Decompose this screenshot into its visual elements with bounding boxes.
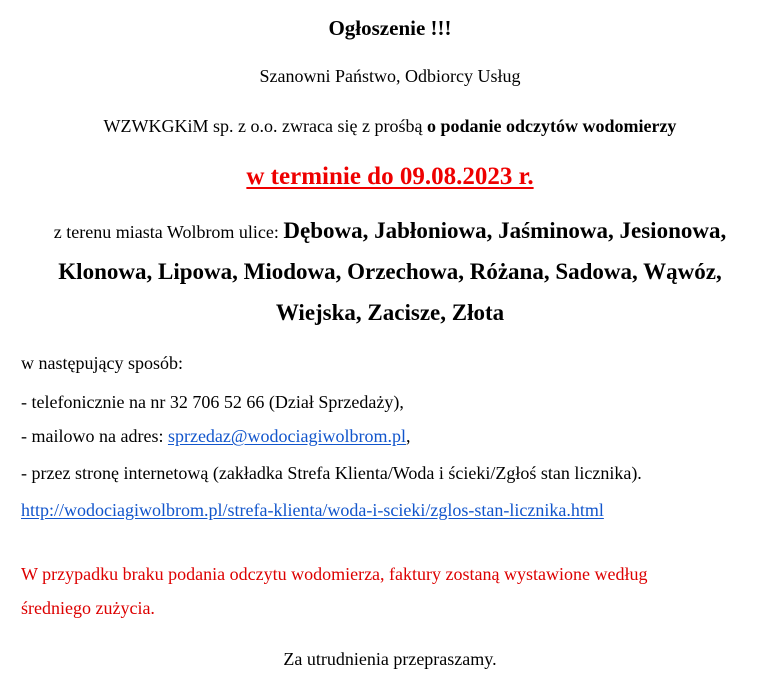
streets-line-3: Wiejska, Zacisze, Złota [275,300,505,325]
warning-line-1: W przypadku braku podania odczytu wodomierza, faktury zostaną wystawione według [21,564,648,584]
meter-reading-url-link[interactable]: http://wodociagiwolbrom.pl/strefa-klienta/woda-i-scieki/zglos-stan-licznika.html [21,500,604,520]
greeting: Szanowni Państwo, Odbiorcy Usług [259,66,521,86]
request-emphasis: o podanie odczytów wodomierzy [426,116,677,136]
methods-intro: w następujący sposób: [21,353,183,373]
warning-line-2: średniego zużycia. [21,598,155,618]
streets-line-2: Klonowa, Lipowa, Miodowa, Orzechowa, Różana, Sadowa, Wąwóz, [58,259,722,284]
streets-intro: z terenu miasta Wolbrom ulice: [53,222,284,242]
streets-list-1: Dębowa, Jabłoniowa, Jaśminowa, Jesionowa, [283,218,727,243]
streets-line-1 [0,218,780,244]
method-phone: - telefonicznie na nr 32 706 52 66 (Dział Sprzedaży), [21,392,404,412]
method-web: - przez stronę internetową (zakładka Strefa Klienta/Woda i ścieki/Zgłoś stan licznika). [21,463,642,483]
closing-note: Za utrudnienia przepraszamy. [283,649,497,669]
method-url-line [21,500,780,521]
request-paragraph [0,116,780,137]
method-email [21,426,780,447]
method-email-suffix: , [405,426,411,446]
method-email-prefix: - mailowo na adres: [21,426,168,446]
email-link[interactable]: sprzedaz@wodociagiwolbrom.pl [167,426,406,446]
deadline: w terminie do 09.08.2023 r. [246,163,534,190]
announcement-title: Ogłoszenie !!! [328,16,452,40]
request-prefix: WZWKGKiM sp. z o.o. zwraca się z prośbą [103,116,427,136]
